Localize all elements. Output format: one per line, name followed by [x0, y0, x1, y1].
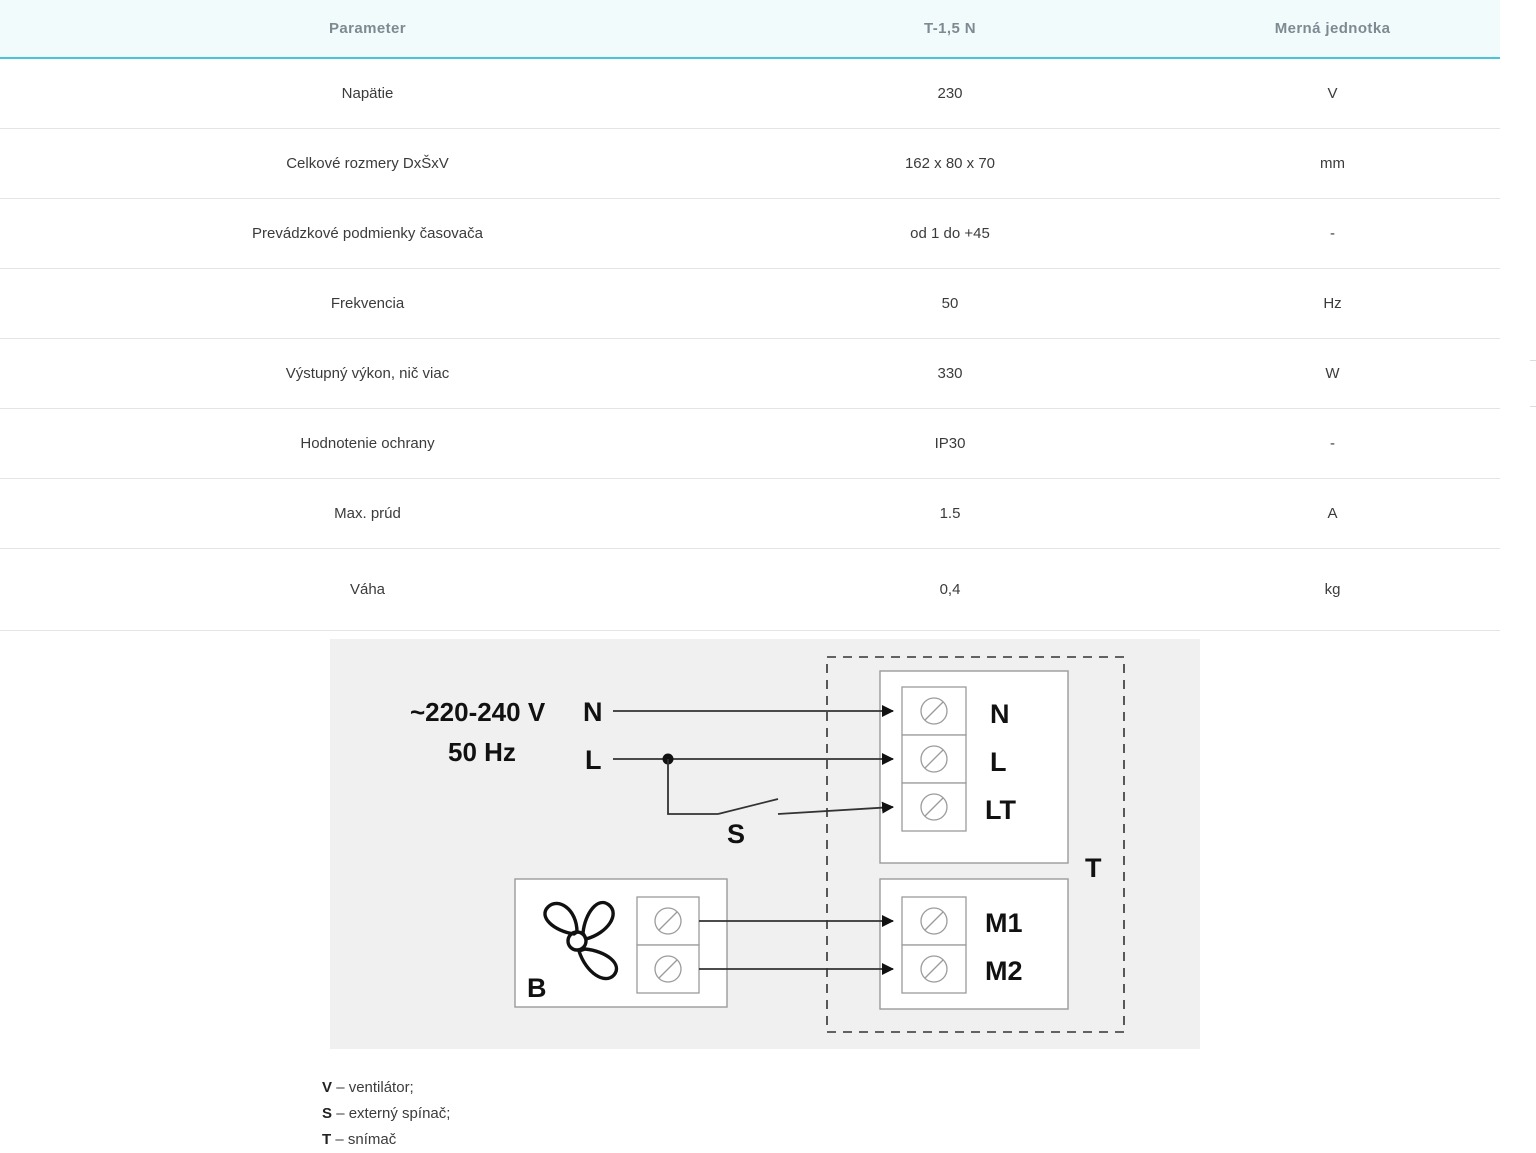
cell-parameter: Výstupný výkon, nič viac: [0, 339, 735, 409]
cell-parameter: Napätie: [0, 58, 735, 129]
table-row: [0, 479, 1500, 549]
table-row: [0, 339, 1500, 409]
legend-key: S: [322, 1105, 333, 1122]
page-edge-mark: [1530, 406, 1536, 407]
cell-unit: V: [1165, 58, 1500, 129]
line-l-label: L: [585, 745, 602, 775]
switch-lever: [718, 799, 778, 814]
cell-unit: kg: [1165, 549, 1500, 631]
cell-value: 330: [735, 339, 1165, 409]
column-header-parameter: Parameter: [0, 0, 735, 58]
legend-text: – ventilátor;: [336, 1079, 414, 1096]
table-header: [0, 0, 1500, 58]
legend-item: [322, 1127, 1536, 1153]
cell-parameter: Max. prúd: [0, 479, 735, 549]
cell-parameter: Váha: [0, 549, 735, 631]
table-body: [0, 58, 1500, 631]
supply-voltage-label: ~220-240 V: [410, 697, 546, 727]
table-row: [0, 199, 1500, 269]
terminal-lt-label: LT: [985, 795, 1016, 825]
table-row: [0, 409, 1500, 479]
cell-parameter: Prevádzkové podmienky časovača: [0, 199, 735, 269]
cell-parameter: Hodnotenie ochrany: [0, 409, 735, 479]
cell-value: 0,4: [735, 549, 1165, 631]
terminal-m2-label: M2: [985, 956, 1023, 986]
wiring-diagram-svg: [330, 639, 1200, 1049]
legend-text: – snímač: [335, 1131, 397, 1148]
table-header-row: [0, 0, 1500, 58]
supply-frequency-label: 50 Hz: [448, 737, 516, 767]
column-header-unit: Merná jednotka: [1165, 0, 1500, 58]
table-row: [0, 129, 1500, 199]
wire-lt: [778, 807, 893, 814]
legend-text: – externý spínač;: [336, 1105, 451, 1122]
column-header-model: T-1,5 N: [735, 0, 1165, 58]
cell-unit: A: [1165, 479, 1500, 549]
cell-unit: mm: [1165, 129, 1500, 199]
cell-unit: -: [1165, 199, 1500, 269]
table-row: [0, 269, 1500, 339]
cell-value: 230: [735, 58, 1165, 129]
cell-parameter: Celkové rozmery DxŠxV: [0, 129, 735, 199]
legend-item: [322, 1101, 1536, 1127]
legend-item: [322, 1075, 1536, 1101]
terminal-n-label: N: [990, 699, 1010, 729]
diagram-legend: [322, 1075, 1536, 1153]
cell-value: 1.5: [735, 479, 1165, 549]
wire-switch-branch: [668, 759, 718, 814]
cell-value: 162 x 80 x 70: [735, 129, 1165, 199]
page-edge-mark: [1530, 360, 1536, 361]
cell-unit: W: [1165, 339, 1500, 409]
wiring-diagram: [330, 639, 1200, 1049]
table-row: [0, 58, 1500, 129]
line-n-label: N: [583, 697, 603, 727]
cell-parameter: Frekvencia: [0, 269, 735, 339]
fan-label: B: [527, 973, 547, 1003]
cell-value: od 1 do +45: [735, 199, 1165, 269]
cell-unit: -: [1165, 409, 1500, 479]
legend-key: T: [322, 1131, 332, 1148]
legend-key: V: [322, 1079, 333, 1096]
terminal-m1-label: M1: [985, 908, 1023, 938]
cell-value: 50: [735, 269, 1165, 339]
wiring-diagram-container: [330, 639, 1200, 1049]
terminal-l-label: L: [990, 747, 1007, 777]
cell-unit: Hz: [1165, 269, 1500, 339]
cell-value: IP30: [735, 409, 1165, 479]
table-row: [0, 549, 1500, 631]
switch-label: S: [727, 819, 746, 849]
controller-label: T: [1085, 853, 1102, 883]
